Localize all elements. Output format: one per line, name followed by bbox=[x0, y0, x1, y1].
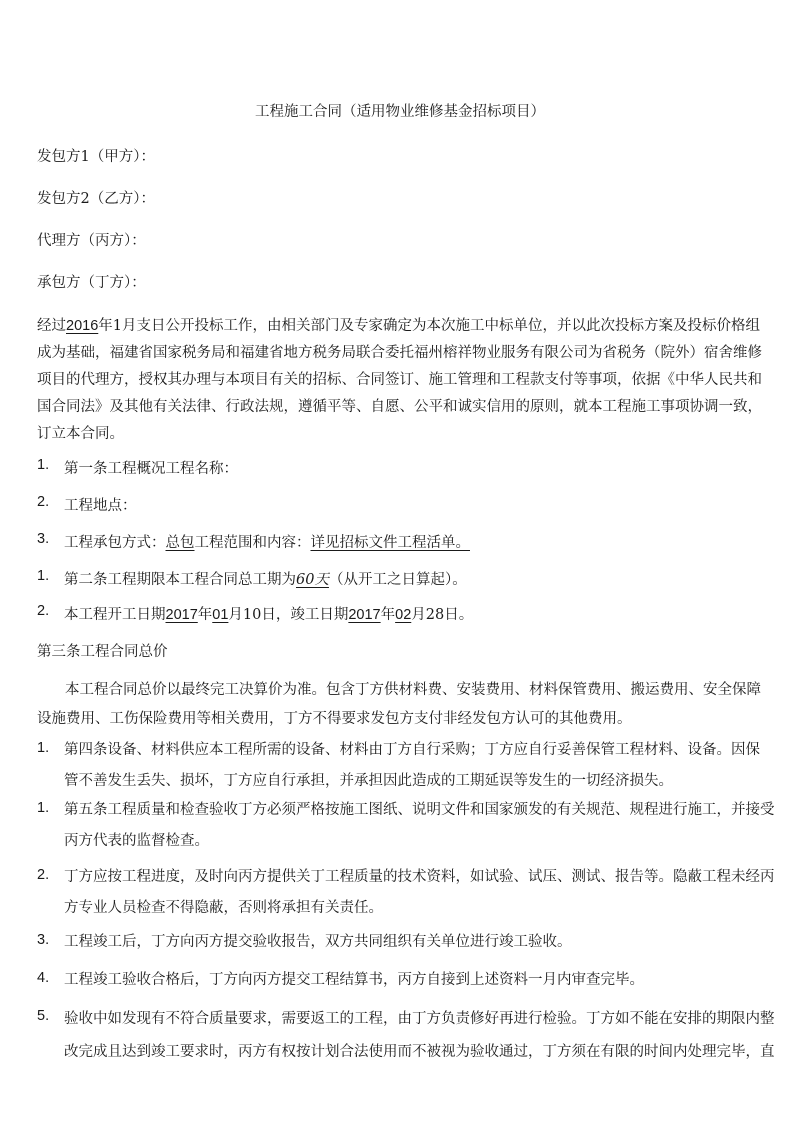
item-number: 1. bbox=[37, 457, 50, 473]
intro-line-5: 订立本合同。 bbox=[37, 426, 124, 442]
party-2-label: 发包方2（乙方）： bbox=[37, 191, 155, 207]
item-number: 2. bbox=[37, 603, 50, 619]
clause-number: 3. bbox=[37, 932, 50, 948]
contract-method-value: 总包 bbox=[165, 535, 195, 551]
clause-number: 1. bbox=[37, 740, 50, 756]
clause-number: 1. bbox=[37, 800, 50, 816]
year-2016: 2016 bbox=[66, 318, 99, 334]
intro-line-2: 成为基础，福建省国家税务局和福建省地方税务局联合委托福州榕祥物业服务有限公司为省税务（院外）宿舍维修 bbox=[37, 345, 762, 361]
item-dates: 本工程开工日期2017年01月10日，竣工日期2017年02月28日。 bbox=[64, 607, 474, 623]
clause-number: 2. bbox=[37, 867, 50, 883]
party-4-label: 承包方（丁方）： bbox=[37, 275, 146, 291]
item-term: 第二条工程期限本工程合同总工期为60天（从开工之日算起）。 bbox=[64, 572, 467, 588]
start-month: 01 bbox=[212, 607, 229, 623]
item-number: 2. bbox=[37, 494, 50, 510]
item-project-location: 工程地点： bbox=[64, 498, 137, 514]
start-year: 2017 bbox=[165, 607, 198, 623]
intro-line-4: 国合同法》及其他有关法律、行政法规，遵循平等、自愿、公平和诚实信用的原则，就本工程施工事项协调一致， bbox=[37, 399, 762, 415]
item-number: 3. bbox=[37, 531, 50, 547]
clause-technical-data: 丁方应按工程进度，及时向丙方提供关丁工程质量的技术资料，如试验、试压、测试、报告等。隐蔽工程未经丙 方专业人员检查不得隐蔽，否则将承担有关责任。 bbox=[64, 869, 775, 916]
party-3-label: 代理方（丙方）： bbox=[37, 233, 146, 249]
item-number: 1. bbox=[37, 568, 50, 584]
intro-line-1: 经过2016年1月支日公开投标工作，由相关部门及专家确定为本次施工中标单位，并以此次投标方案及投标价格组 bbox=[37, 318, 760, 334]
clause-quality: 第五条工程质量和检查验收丁方必须严格按施工图纸、说明文件和国家颁发的有关规范、规程进行施工，并接受 丙方代表的监督检查。 bbox=[64, 802, 775, 849]
end-year: 2017 bbox=[348, 607, 381, 623]
intro-line-3: 项目的代理方，授权其办理与本项目有关的招标、合同签订、施工管理和工程款支付等事项，依据《中华人民共和 bbox=[37, 372, 762, 388]
end-month: 02 bbox=[395, 607, 412, 623]
duration-value: 60天 bbox=[296, 572, 329, 588]
clause-settlement: 工程竣工验收合格后，丁方向丙方提交工程结算书，丙方自接到上述资料一月内审查完毕。 bbox=[64, 972, 644, 988]
section-3-line-2: 设施费用、工伤保险费用等相关费用，丁方不得要求发包方支付非经发包方认可的其他费用。 bbox=[37, 711, 632, 727]
document-title: 工程施工合同（适用物业维修基金招标项目） bbox=[255, 104, 545, 120]
clause-rework: 验收中如发现有不符合质量要求，需要返工的工程，由丁方负责修好再进行检验。丁方如不能在安排的期限内整 改完成且达到竣工要求时，丙方有权按计划合法使用而不被视为验收通过，丁方须在有限的时间内处理完毕，直 bbox=[64, 1011, 775, 1060]
section-3-body bbox=[37, 676, 767, 734]
scope-value: 详见招标文件工程活单。 bbox=[310, 535, 470, 551]
clause-equipment: 第四条设备、材料供应本工程所需的设备、材料由丁方自行采购；丁方应自行妥善保管工程材料、设备。因保 管不善发生丢失、损坏，丁方应自行承担，并承担因此造成的工期延误等发生的一切经济损失。 bbox=[64, 742, 760, 789]
item-project-overview: 第一条工程概况工程名称： bbox=[64, 461, 238, 477]
intro-paragraph bbox=[37, 313, 767, 448]
clause-number: 5. bbox=[37, 1008, 50, 1024]
section-3-heading: 第三条工程合同总价 bbox=[37, 644, 168, 660]
clause-number: 4. bbox=[37, 970, 50, 986]
clause-completion: 工程竣工后，丁方向丙方提交验收报告，双方共同组织有关单位进行竣工验收。 bbox=[64, 934, 572, 950]
section-3-line-1: 本工程合同总价以最终完工决算价为准。包含丁方供材料费、安装费用、材料保管费用、搬运费用、安全保障 bbox=[65, 682, 761, 698]
item-contract-scope: 工程承包方式：总包工程范围和内容：详见招标文件工程活单。 bbox=[64, 535, 470, 551]
party-1-label: 发包方1（甲方）： bbox=[37, 149, 155, 165]
